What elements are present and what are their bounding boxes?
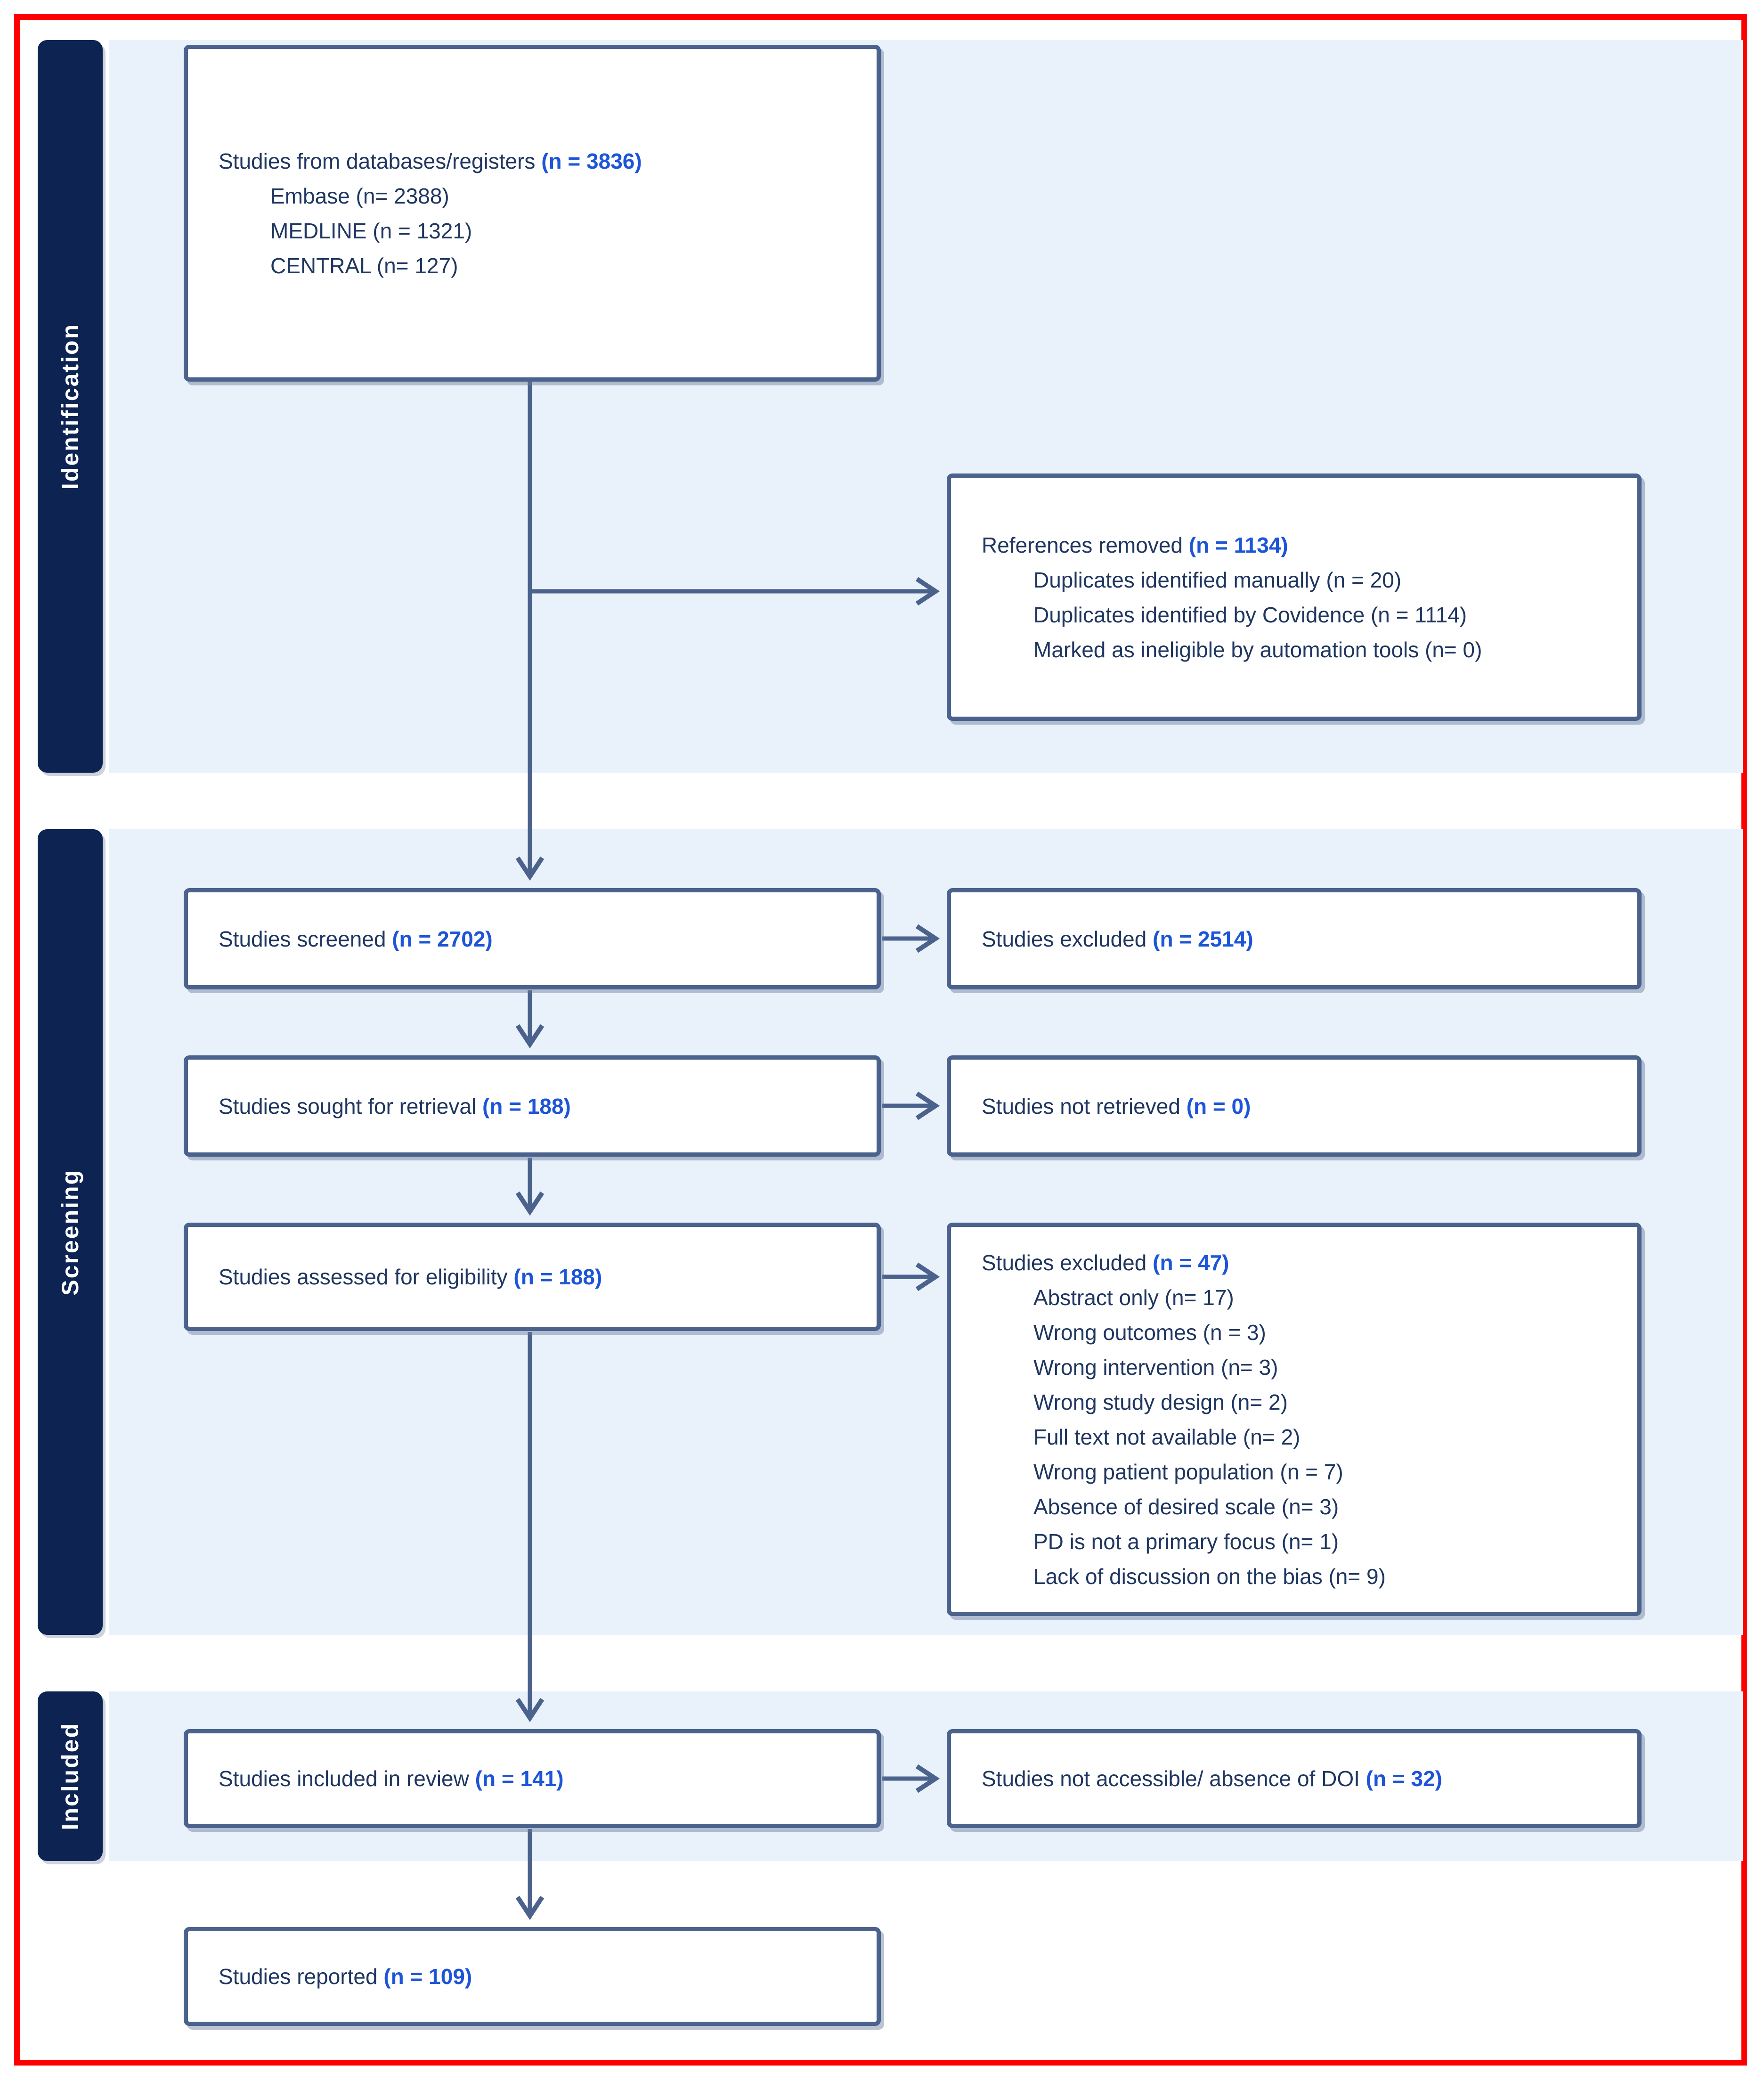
list-item: Wrong patient population (n = 7) [1033,1459,1343,1484]
list-item: CENTRAL (n= 127) [270,253,458,278]
sidebar-identification [38,40,103,773]
identification-label: Identification [57,323,83,490]
sought-box: Studies sought for retrieval (n = 188) [184,1055,881,1157]
references-removed-box [947,474,1642,721]
excluded-eligibility-items [951,1280,1637,1594]
included-label: Included [57,1722,83,1830]
not-accessible-box: Studies not accessible/ absence of DOI (n = 32) [947,1729,1642,1828]
references-removed-items [951,563,1637,667]
list-item: Lack of discussion on the bias (n= 9) [1033,1564,1386,1589]
sidebar-screening [38,829,103,1635]
databases-box [184,45,881,382]
list-item: Duplicates identified manually (n = 20) [1033,567,1402,592]
databases-items [188,179,877,283]
list-item: PD is not a primary focus (n= 1) [1033,1529,1339,1554]
screening-label: Screening [57,1168,83,1296]
list-item: Full text not available (n= 2) [1033,1424,1301,1449]
sidebar-included [38,1691,103,1861]
screened-box: Studies screened (n = 2702) [184,888,881,989]
assessed-box: Studies assessed for eligibility (n = 188) [184,1223,881,1331]
list-item: Wrong outcomes (n = 3) [1033,1320,1266,1345]
list-item: Marked as ineligible by automation tools (n= 0) [1033,637,1482,662]
excluded-screening-box: Studies excluded (n = 2514) [947,888,1642,989]
list-item: Embase (n= 2388) [270,183,449,208]
list-item: Absence of desired scale (n= 3) [1033,1494,1339,1519]
excluded-eligibility-box [947,1223,1642,1616]
reported-box: Studies reported (n = 109) [184,1927,881,2026]
list-item: MEDLINE (n = 1321) [270,218,472,243]
list-item: Wrong intervention (n= 3) [1033,1355,1278,1380]
databases-title: Studies from databases/registers (n = 3836) [219,148,642,173]
list-item: Duplicates identified by Covidence (n = 1114) [1033,602,1467,627]
included-review-box: Studies included in review (n = 141) [184,1729,881,1828]
list-item: Wrong study design (n= 2) [1033,1389,1288,1414]
not-retrieved-box: Studies not retrieved (n = 0) [947,1055,1642,1157]
list-item: Abstract only (n= 17) [1033,1285,1234,1310]
references-removed-title: References removed (n = 1134) [982,532,1288,557]
excluded-eligibility-title: Studies excluded (n = 47) [982,1250,1229,1275]
